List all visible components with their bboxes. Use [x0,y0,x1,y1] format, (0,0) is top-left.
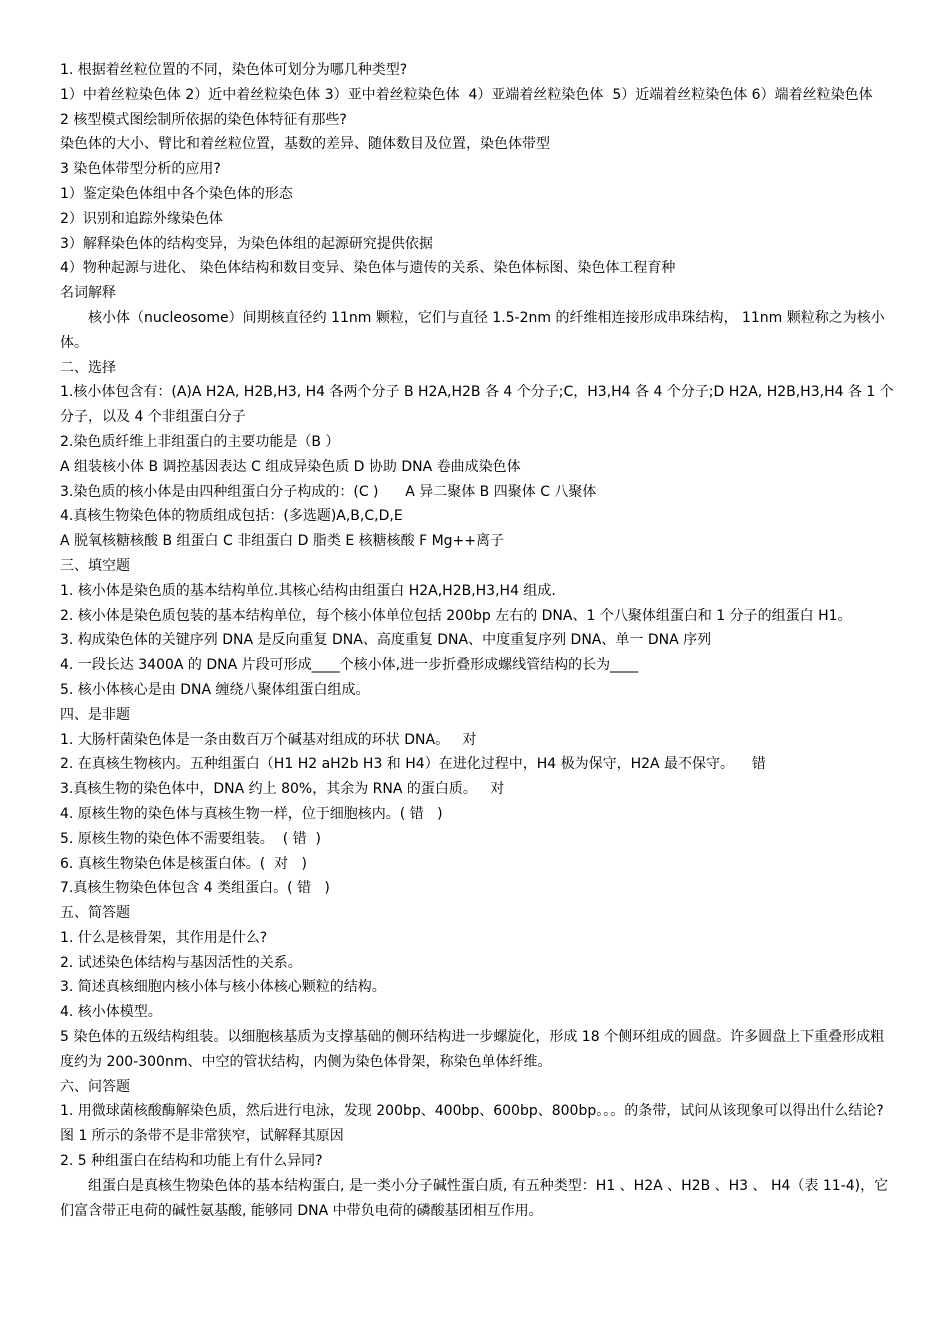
text-line: 核小体（nucleosome）间期核直径约 11nm 颗粒，它们与直径 1.5-2nm 的纤维相连接形成串珠结构， 11nm 颗粒称之为核小体。 [60,309,885,351]
document-body [60,58,896,1223]
text-line: 2. 5 种组蛋白在结构和功能上有什么异同? [60,1153,323,1170]
text-line: A 脱氧核糖核酸 B 组蛋白 C 非组蛋白 D 脂类 E 核糖核酸 F Mg++离子 [60,533,505,550]
text-line: 1. 根据着丝粒位置的不同，染色体可划分为哪几种类型? [60,62,408,78]
text-line: 染色体的大小、臂比和着丝粒位置，基数的差异、随体数目及位置，染色体带型 [60,136,550,153]
text-line: 1. 核小体是染色质的基本结构单位.其核心结构由组蛋白 H2A,H2B,H3,H4 组成. [60,582,556,599]
text-line: 3）解释染色体的结构变异，为染色体组的起源研究提供依据 [60,235,433,252]
text-line: 4）物种起源与进化、 染色体结构和数目变异、染色体与遗传的关系、染色体标图、染色体工程育种 [60,260,676,277]
text-line: 5. 核小体核心是由 DNA 缠绕八聚体组蛋白组成。 [60,681,370,698]
text-line: 2.染色质纤维上非组蛋白的主要功能是（B ） [60,433,340,450]
text-line: 组蛋白是真核生物染色体的基本结构蛋白, 是一类小分子碱性蛋白质, 有五种类型：H1 、H2A 、H2B 、H3 、 H4（表 11-4)，它们富含带正电荷的碱性氨基酸, 能够同 DNA 中带负电荷的磷酸基团相互作用。 [60,1177,889,1219]
text-line: 1.核小体包含有：(A)A H2A, H2B,H3, H4 各两个分子 B H2A,H2B 各 4 个分子;C，H3,H4 各 4 个分子;D H2A, H2B,H3,H4 各 1 个分子，以及 4 个非组蛋白分子 [60,384,894,426]
text-line: 3.真核生物的染色体中，DNA 约上 80%，其余为 RNA 的蛋白质。 对 [60,781,505,798]
text-line: A 组装核小体 B 调控基因表达 C 组成异染色质 D 协助 DNA 卷曲成染色体 [60,458,521,475]
text-line: 名词解释 [60,285,116,302]
text-line: 1）中着丝粒染色体 2）近中着丝粒染色体 3）亚中着丝粒染色体 4）亚端着丝粒染色体 5）近端着丝粒染色体 6）端着丝粒染色体 [60,86,873,103]
text-line: 4. 一段长达 3400A 的 DNA 片段可形成____个核小体,进一步折叠形成螺线管结构的长为____ [60,657,639,674]
text-line: 2. 在真核生物核内。五种组蛋白（H1 H2 aH2b H3 和 H4）在进化过程中，H4 极为保守，H2A 最不保守。 错 [60,756,766,773]
text-line: 2）识别和追踪外缘染色体 [60,210,223,227]
text-line: 1）鉴定染色体组中各个染色体的形态 [60,185,293,202]
text-line: 三、填空题 [60,557,130,574]
text-line: 5. 原核生物的染色体不需要组装。 ( 错 ) [60,830,321,847]
text-line: 3.染色质的核小体是由四种组蛋白分子构成的：(C ) A 异二聚体 B 四聚体 C 八聚体 [60,483,597,500]
text-line: 4. 原核生物的染色体与真核生物一样，位于细胞核内。( 错 ) [60,805,443,822]
text-line: 六、问答题 [60,1078,130,1095]
text-line: 3. 简述真核细胞内核小体与核小体核心颗粒的结构。 [60,979,386,996]
text-line: 2. 试述染色体结构与基因活性的关系。 [60,954,302,971]
text-line: 1. 什么是核骨架，其作用是什么? [60,929,268,946]
text-line: 五、简答题 [60,905,130,922]
text-line: 5 染色体的五级结构组装。以细胞核基质为支撑基础的侧环结构进一步螺旋化，形成 18 个侧环组成的圆盘。许多圆盘上下重叠形成粗度约为 200-300nm、中空的管状结构，内侧为染色体骨架，称染色单体纤维。 [60,1029,885,1070]
text-line: 1. 大肠杆菌染色体是一条由数百万个碱基对组成的环状 DNA。 对 [60,731,477,748]
text-line: 4.真核生物染色体的物质组成包括：(多选题)A,B,C,D,E [60,508,403,525]
text-line: 7.真核生物染色体包含 4 类组蛋白。( 错 ) [60,880,330,897]
text-line: 1. 用微球菌核酸酶解染色质，然后进行电泳，发现 200bp、400bp、600bp、800bp。。。的条带，试问从该现象可以得出什么结论? 图 1 所示的条带不是非常狭窄，试解释其原因 [60,1103,889,1145]
text-line: 3 染色体带型分析的应用? [60,161,221,178]
text-line: 四、是非题 [60,706,130,723]
text-line: 2. 核小体是染色质包装的基本结构单位，每个核小体单位包括 200bp 左右的 DNA、1 个八聚体组蛋白和 1 分子的组蛋白 H1。 [60,607,852,624]
text-line: 3. 构成染色体的关键序列 DNA 是反向重复 DNA、高度重复 DNA、中度重复序列 DNA、单一 DNA 序列 [60,632,712,649]
text-line: 4. 核小体模型。 [60,1004,162,1021]
text-line: 2 核型模式图绘制所依据的染色体特征有那些? [60,111,347,128]
text-line: 二、选择 [60,359,116,376]
text-line: 6. 真核生物染色体是核蛋白体。( 对 ) [60,855,307,872]
